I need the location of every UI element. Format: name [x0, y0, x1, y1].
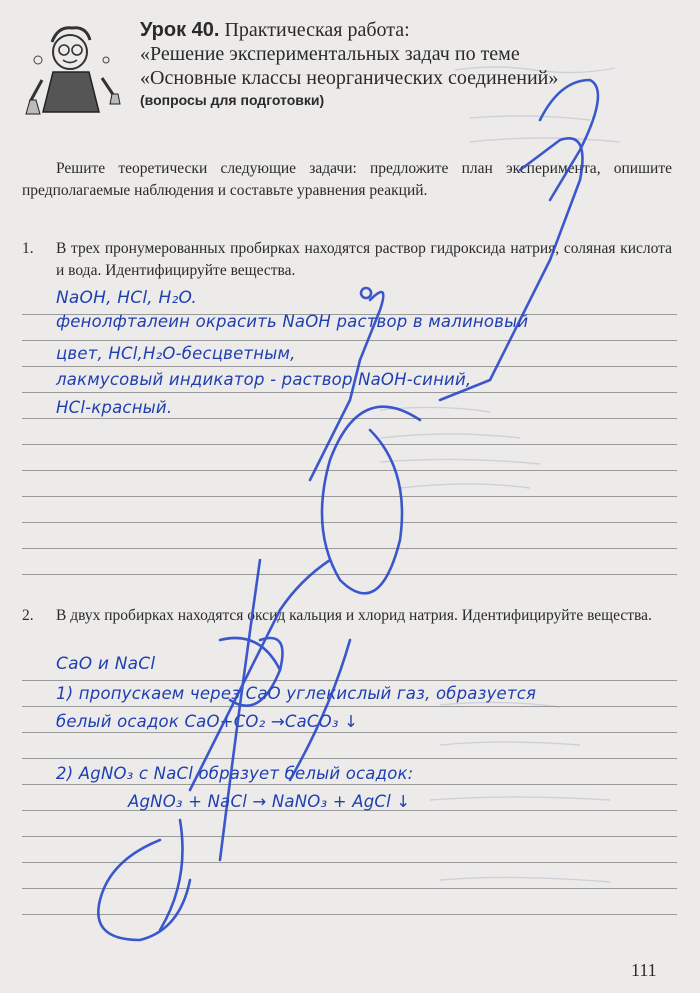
answer-line	[22, 862, 677, 863]
answer-line	[22, 418, 677, 419]
answer-line	[22, 366, 677, 367]
answer-line	[22, 340, 677, 341]
handwritten-answer-2-line-4: 2) AgNO₃ с NaCl образует белый осадок:	[56, 764, 414, 783]
answer-line	[22, 392, 677, 393]
handwritten-answer-1-line-5: HCl-красный.	[56, 398, 173, 417]
answer-line	[22, 914, 677, 915]
task-2	[22, 605, 672, 627]
handwritten-answer-1-line-1: NaOH, HCl, H₂O.	[56, 288, 197, 308]
handwritten-answer-1-line-4: лакмусовый индикатор - раствор NaOH-синий,	[56, 370, 472, 389]
answer-line	[22, 444, 677, 445]
scientist-illustration-icon	[18, 20, 128, 130]
handwritten-answer-2-line-1: CaO и NaCl	[56, 654, 156, 674]
handwritten-answer-2-line-2: 1) пропускаем через CaO углекислый газ, образуется	[56, 684, 537, 703]
instructions-paragraph: Решите теоретически следующие задачи: предложите план эксперимента, опишите предполагаемые наблюдения и составьте уравнения реакций.	[22, 160, 672, 199]
lesson-topic-line-2: «Основные классы неорганических соединений»	[140, 67, 559, 89]
task-2-text: В двух пробирках находятся оксид кальция и хлорид натрия. Идентифицируйте вещества.	[56, 607, 652, 624]
task-2-number: 2.	[22, 607, 34, 624]
answer-line	[22, 680, 677, 681]
answer-line	[22, 470, 677, 471]
lesson-topic-line-1: «Решение экспериментальных задач по теме	[140, 43, 520, 65]
answer-line	[22, 784, 677, 785]
lesson-number: Урок 40.	[140, 19, 220, 41]
handwritten-answer-2-line-3: белый осадок CaO+CO₂ →CaCO₃ ↓	[56, 712, 359, 731]
answer-line	[22, 496, 677, 497]
lesson-subtitle: (вопросы для подготовки)	[140, 92, 325, 108]
answer-line	[22, 732, 677, 733]
lesson-title	[140, 18, 660, 42]
answer-line	[22, 888, 677, 889]
page-number: 111	[631, 960, 657, 980]
handwritten-answer-2-line-5: AgNO₃ + NaCl → NaNO₃ + AgCl ↓	[128, 792, 411, 811]
handwritten-answer-1-line-2: фенолфталеин окрасить NaOH раствор в малиновый	[56, 312, 529, 331]
handwritten-answer-1-line-3: цвет, HCl,H₂O-бесцветным,	[56, 344, 296, 363]
answer-line	[22, 522, 677, 523]
answer-line	[22, 574, 677, 575]
answer-line	[22, 706, 677, 707]
answer-line	[22, 758, 677, 759]
lesson-title-rest: Практическая работа:	[219, 19, 410, 41]
task-1	[22, 238, 672, 282]
task-1-text: В трех пронумерованных пробирках находятся раствор гидроксида натрия, соляная кислота и вода. Идентифицируйте вещества.	[56, 240, 672, 279]
answer-line	[22, 548, 677, 549]
lesson-header	[140, 18, 660, 108]
task-1-number: 1.	[22, 240, 34, 257]
answer-line	[22, 836, 677, 837]
